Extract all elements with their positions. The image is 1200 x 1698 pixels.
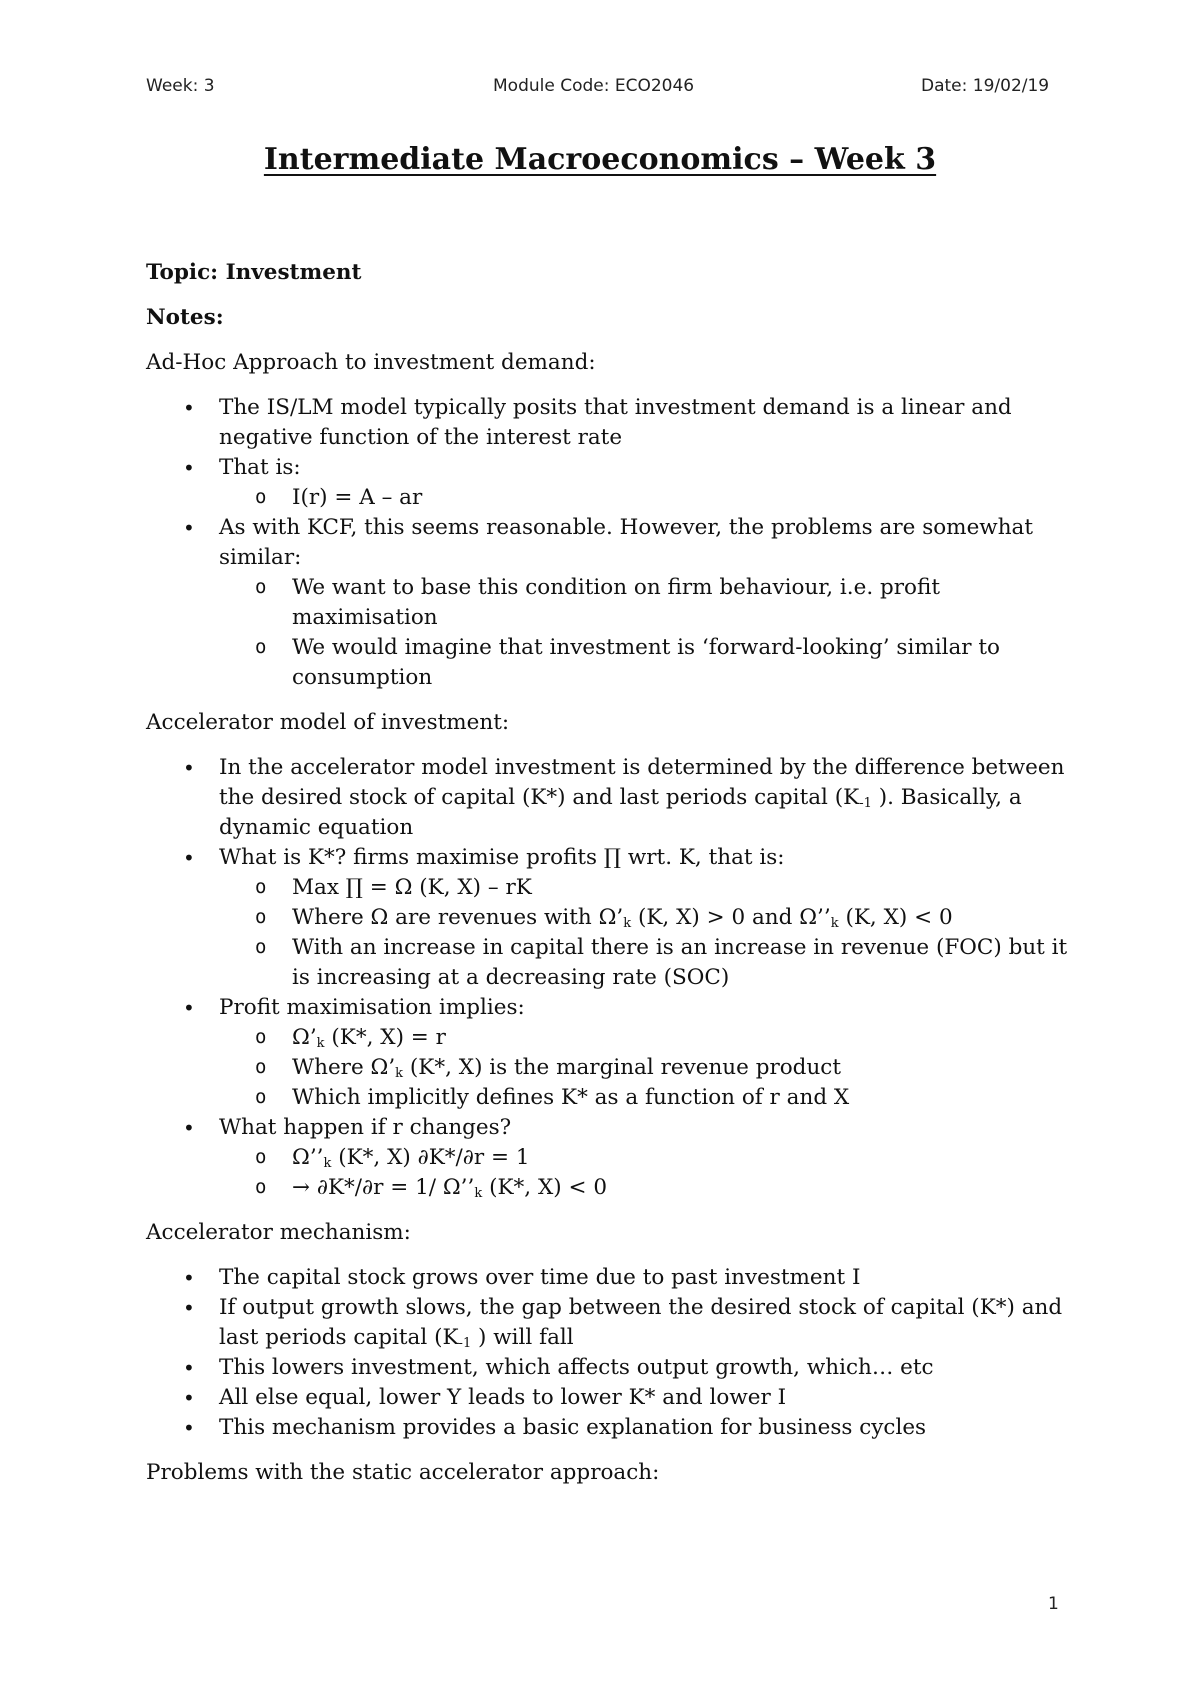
list-item: • What happen if r changes? o $\Omega’’_k$ (K*, X) ∂K*/∂r = 1 o → ∂K*/∂r = 1/ $\Omega’’_k$ (K*, X) < 0 [146,1113,1086,1203]
section-heading-accelerator-mechanism: Accelerator mechanism: [146,1220,411,1245]
sub-list-item: o $\Omega’_k$ (K*, X) = r [219,1023,1086,1053]
sub-list-item: o We want to base this condition on firm behaviour, i.e. profit maximisation [219,573,1086,633]
header-date: Date: 19/02/19 [921,76,1050,96]
list-item: • Profit maximisation implies: o $\Omega’_k$ (K*, X) = r o Where $\Omega’_k$ (K*, X) is the marginal revenue product o Which implicitly defines K* as a function of r and X [146,993,1086,1113]
notes-label: Notes: [146,305,224,330]
sub-list [219,873,1086,993]
sub-list [219,1143,1086,1203]
sub-list-item: o → ∂K*/∂r = 1/ $\Omega’’_k$ (K*, X) < 0 [219,1173,1086,1203]
list-item: • This mechanism provides a basic explanation for business cycles [146,1413,1086,1443]
list-item: • As with KCF, this seems reasonable. However, the problems are somewhat similar: o We want to base this condition on firm behaviour, i.e. profit maximisation o We would imagine that investment is ‘forward-looking’ similar to consumption [146,513,1086,693]
document-body [146,258,1086,1503]
section-heading-accelerator-model: Accelerator model of investment: [146,710,510,735]
section-heading-problems: Problems with the static accelerator approach: [146,1460,660,1485]
list-item: • If output growth slows, the gap between the desired stock of capital (K*) and last periods capital ($K_{-1}$ ) will fall [146,1293,1086,1353]
section-heading-adhoc: Ad-Hoc Approach to investment demand: [146,350,596,375]
page-number: 1 [1048,1594,1059,1614]
sub-list-item: o I(r) = A – ar [219,483,1086,513]
sub-list-item: o Where $\Omega’_k$ (K*, X) is the marginal revenue product [219,1053,1086,1083]
list-item: • This lowers investment, which affects output growth, which… etc [146,1353,1086,1383]
list-item: • That is: o I(r) = A – ar [146,453,1086,513]
adhoc-list [146,393,1086,693]
list-item: • The capital stock grows over time due to past investment I [146,1263,1086,1293]
accelerator-model-list [146,753,1086,1203]
sub-list-item: o With an increase in capital there is an increase in revenue (FOC) but it is increasing at a decreasing rate (SOC) [219,933,1086,993]
header-module-code: Module Code: ECO2046 [493,76,695,96]
sub-list [219,1023,1086,1113]
header-week: Week: 3 [146,76,215,96]
sub-list-item: o We would imagine that investment is ‘forward-looking’ similar to consumption [219,633,1086,693]
sub-list-item: o Where Ω are revenues with $\Omega’_k$ (K, X) > 0 and $\Omega’’_k$ (K, X) < 0 [219,903,1086,933]
sub-list [219,483,1086,513]
document-title: Intermediate Macroeconomics – Week 3 [263,142,937,177]
sub-list-item: o $\Omega’’_k$ (K*, X) ∂K*/∂r = 1 [219,1143,1086,1173]
accelerator-mechanism-list [146,1263,1086,1443]
topic-heading: Topic: Investment [146,260,362,285]
sub-list [219,573,1086,693]
list-item: • All else equal, lower Y leads to lower K* and lower I [146,1383,1086,1413]
list-item: • What is K*? firms maximise profits ∏ wrt. K, that is: o Max ∏ = Ω (K, X) – rK o Where Ω are revenues with $\Omega’_k$ (K, X) > 0 and $\Omega’’_k$ (K, X) < 0 o With an increase in capital there is an increase in revenue (FOC) but it is increasing at a decreasing rate (SOC) [146,843,1086,993]
sub-list-item: o Which implicitly defines K* as a function of r and X [219,1083,1086,1113]
list-item: • In the accelerator model investment is determined by the difference between the desired stock of capital (K*) and last periods capital ($K_{-1}$ ). Basically, a dynamic equation [146,753,1086,843]
list-item: • The IS/LM model typically posits that investment demand is a linear and negative function of the interest rate [146,393,1086,453]
sub-list-item: o Max ∏ = Ω (K, X) – rK [219,873,1086,903]
